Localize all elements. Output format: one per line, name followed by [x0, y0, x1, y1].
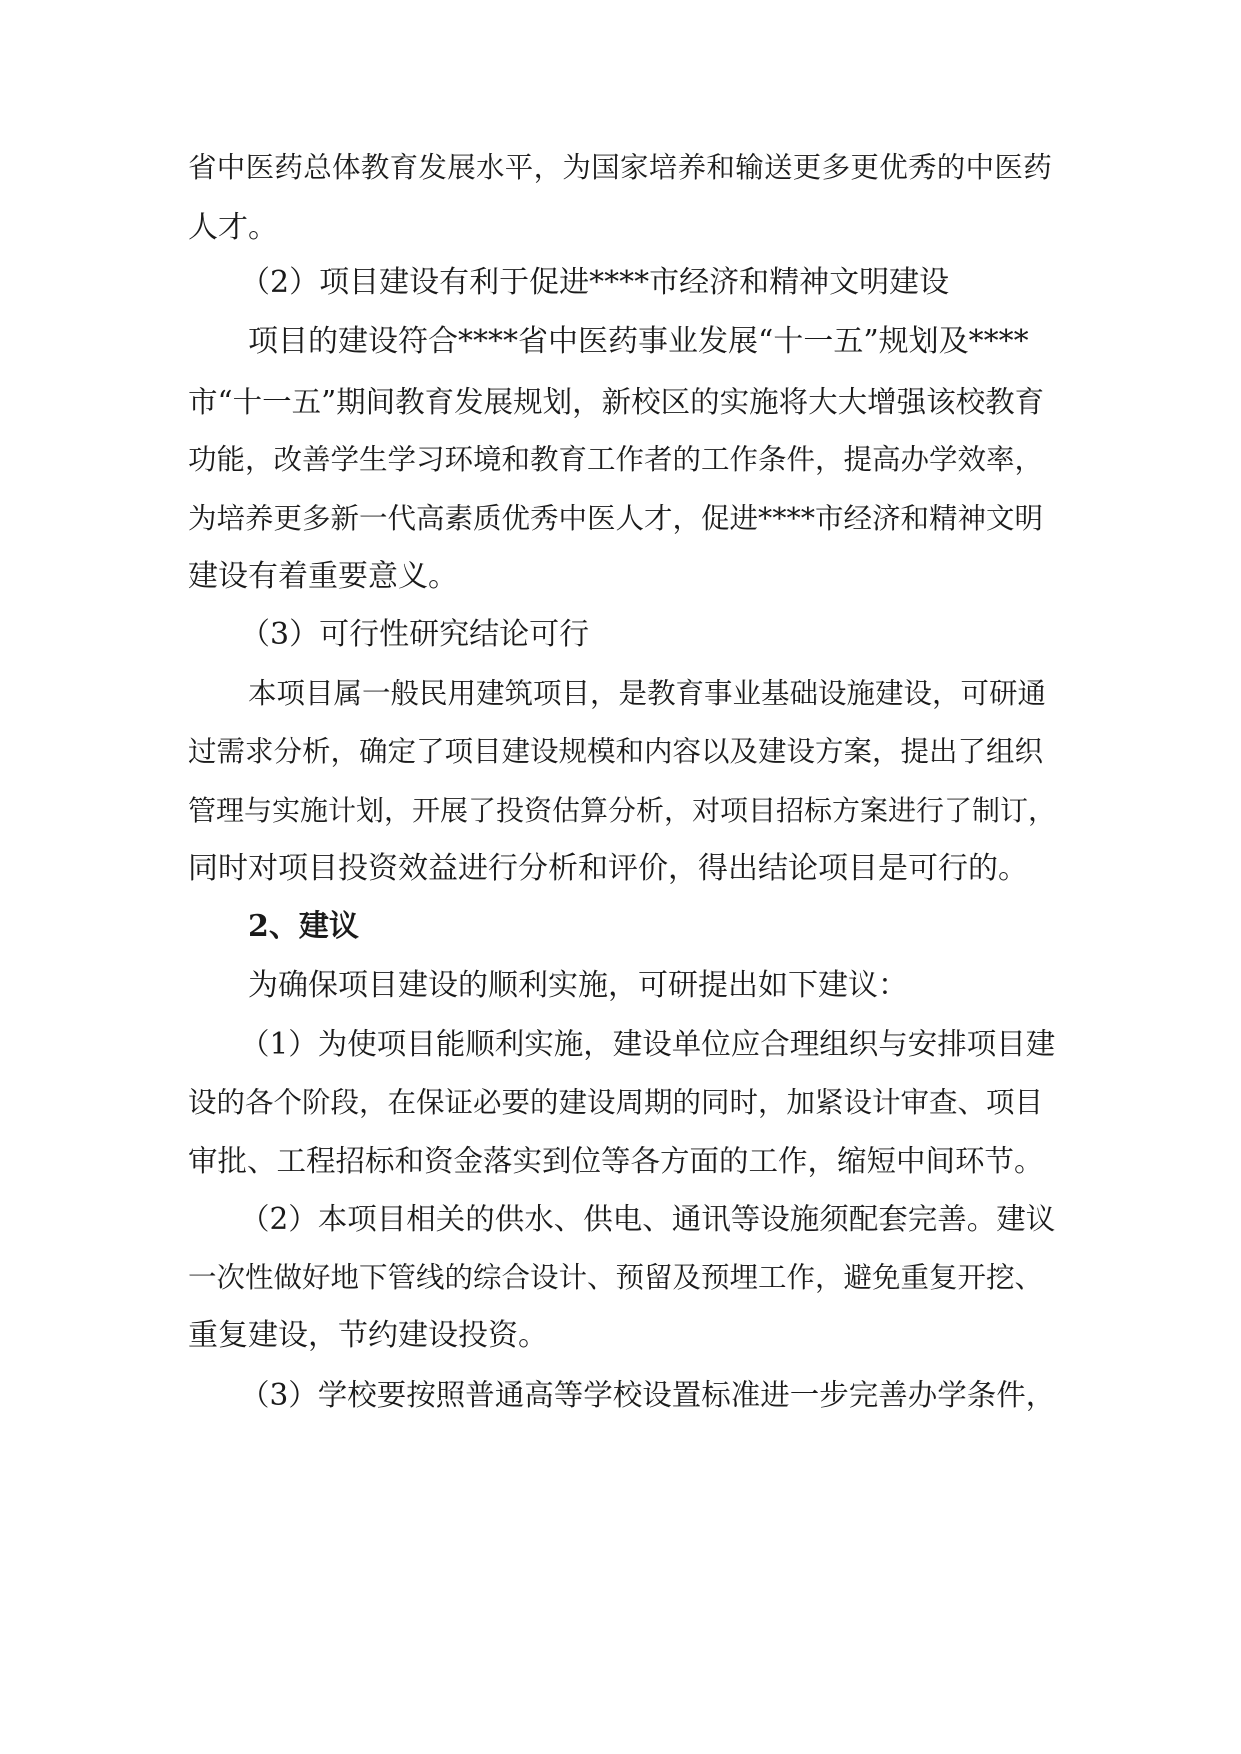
paragraph-line: （1）为使项目能顺利实施，建设单位应合理组织与安排项目建 — [240, 1027, 1056, 1061]
paragraph-line: 功能，改善学生学习环境和教育工作者的工作条件，提高办学效率， — [188, 443, 1044, 476]
paragraph-line: 市“十一五”期间教育发展规划，新校区的实施将大大增强该校教育 — [188, 385, 1045, 419]
paragraph-line: 重复建设，节约建设投资。 — [188, 1318, 548, 1353]
paragraph-line: 人才。 — [188, 210, 278, 245]
paragraph-line: 建设有着重要意义。 — [188, 559, 458, 594]
paragraph-line: 一次性做好地下管线的综合设计、预留及预埋工作，避免重复开挖、 — [188, 1261, 1044, 1294]
section-heading: 2、建议 — [248, 909, 359, 944]
paragraph-line: 为培养更多新一代高素质优秀中医人才，促进****市经济和精神文明 — [188, 502, 1044, 535]
subheading-line: （2）项目建设有利于促进****市经济和精神文明建设 — [240, 265, 950, 300]
paragraph-line: （3）学校要按照普通高等学校设置标准进一步完善办学条件， — [240, 1378, 1056, 1412]
subheading-line: （3）可行性研究结论可行 — [240, 617, 590, 652]
paragraph-line: 审批、工程招标和资金落实到位等各方面的工作，缩短中间环节。 — [188, 1144, 1044, 1178]
paragraph-line: 过需求分析，确定了项目建设规模和内容以及建设方案，提出了组织 — [188, 735, 1044, 768]
paragraph-line: 省中医药总体教育发展水平，为国家培养和输送更多更优秀的中医药 — [188, 151, 1053, 184]
paragraph-line: 管理与实施计划，开展了投资估算分析，对项目招标方案进行了制订， — [188, 794, 1057, 827]
paragraph-line: 本项目属一般民用建筑项目，是教育事业基础设施建设，可研通 — [248, 677, 1047, 710]
paragraph-line: （2）本项目相关的供水、供电、通讯等设施须配套完善。建议 — [240, 1202, 1056, 1236]
paragraph-line: 项目的建设符合****省中医药事业发展“十一五”规划及**** — [248, 324, 1029, 359]
paragraph-line: 同时对项目投资效益进行分析和评价，得出结论项目是可行的。 — [188, 851, 1028, 886]
paragraph-line: 为确保项目建设的顺利实施，可研提出如下建议： — [248, 968, 908, 1003]
paragraph-line: 设的各个阶段，在保证必要的建设周期的同时，加紧设计审查、项目 — [188, 1086, 1044, 1119]
